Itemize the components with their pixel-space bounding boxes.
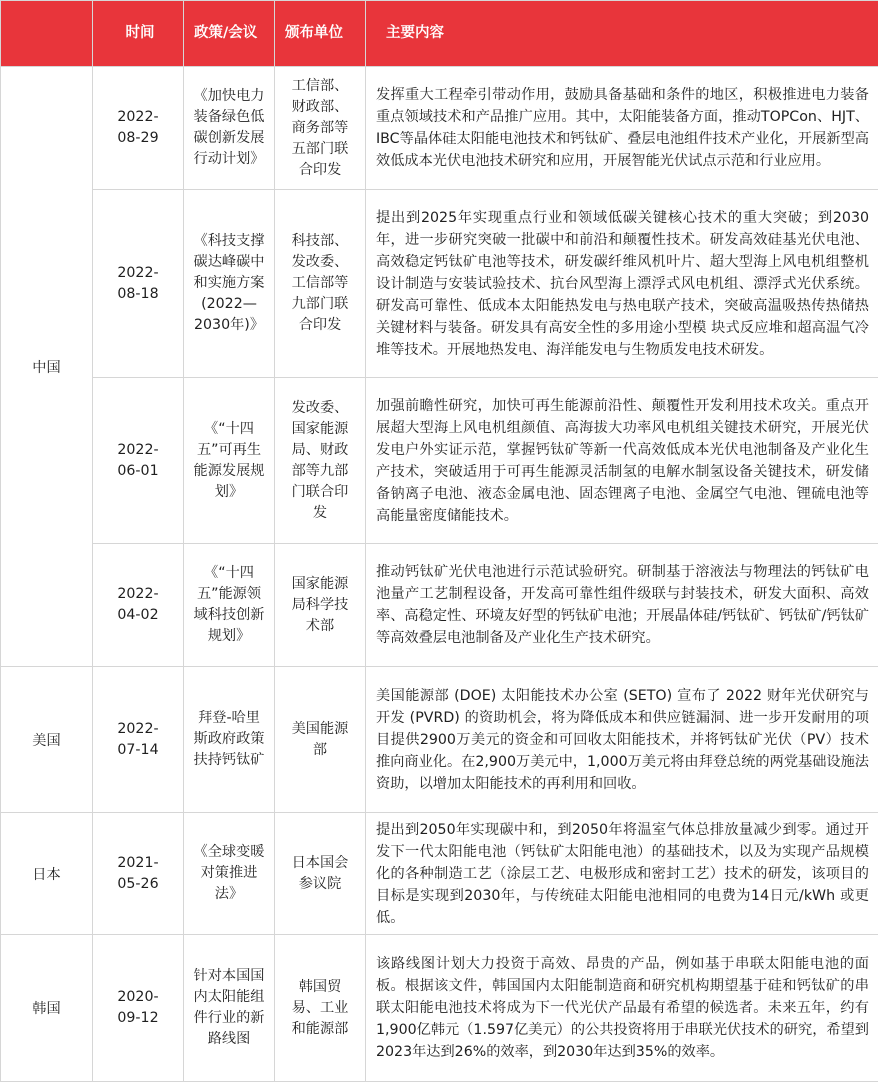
table-row <box>1 667 878 813</box>
country-cell: 美国 <box>1 667 93 813</box>
content-cell: 加强前瞻性研究，加快可再生能源前沿性、颠覆性开发利用技术攻关。重点开展超大型海上风电机组颜值、高海拔大功率风电机组关键技术研究，开展光伏发电户外实证示范，掌握钙钛矿等新一代高效低成本光伏电池制备及产业化生产技术，突破适用于可再生能源灵活制氢的电解水制氢设备关键技术，研发储备钠离子电池、液态金属电池、固态锂离子电池、金属空气电池、锂硫电池等高能量密度储能技术。 <box>366 378 878 544</box>
content-cell: 提出到2025年实现重点行业和领域低碳关键核心技术的重大突破；到2030年，进一步研究突破一批碳中和前沿和颠覆性技术。研发高效硅基光伏电池、高效稳定钙钛矿电池等技术，研发碳纤维风机叶片、超大型海上风电机组整机设计制造与安装试验技术、抗台风型海上漂浮式风电机组、漂浮式光伏系统。研发高可靠性、低成本太阳能热发电与热电联产技术，突破高温吸热传热储热关键材料与装备。研发具有高安全性的多用途小型模 块式反应堆和超高温气冷堆等技术。开展地热发电、海洋能发电与生物质发电技术研发。 <box>366 190 878 378</box>
policy-cell: 《“十四五”可再生能源发展规划》 <box>184 378 275 544</box>
policy-cell: 拜登-哈里斯政府政策扶持钙钛矿 <box>184 667 275 813</box>
content-cell: 推动钙钛矿光伏电池进行示范试验研究。研制基于溶液法与物理法的钙钛矿电池量产工艺制程设备，开发高可靠性组件级联与封装技术，研发大面积、高效率、高稳定性、环境友好型的钙钛矿电池；开展晶体硅/钙钛矿、钙钛矿/钙钛矿等高效叠层电池制备及产业化生产技术研究。 <box>366 544 878 667</box>
table-row <box>1 190 878 378</box>
header-country <box>1 1 93 67</box>
date-cell: 2022-04-02 <box>93 544 184 667</box>
policy-cell: 《科技支撑碳达峰碳中和实施方案(2022—2030年)》 <box>184 190 275 378</box>
date-cell: 2022-06-01 <box>93 378 184 544</box>
issuer-cell: 韩国贸易、工业和能源部 <box>275 935 366 1082</box>
issuer-cell: 发改委、国家能源局、财政部等九部门联合印发 <box>275 378 366 544</box>
issuer-cell: 国家能源局科学技术部 <box>275 544 366 667</box>
country-cell: 韩国 <box>1 935 93 1082</box>
header-date: 时间 <box>93 1 184 67</box>
table-row <box>1 935 878 1082</box>
table-row <box>1 544 878 667</box>
issuer-cell: 工信部、财政部、商务部等五部门联合印发 <box>275 67 366 190</box>
issuer-cell: 美国能源部 <box>275 667 366 813</box>
policy-cell: 《“十四五”能源领域科技创新规划》 <box>184 544 275 667</box>
date-cell: 2020-09-12 <box>93 935 184 1082</box>
header-issuer: 颁布单位 <box>275 1 366 67</box>
country-cell: 中国 <box>1 67 93 667</box>
header-content: 主要内容 <box>366 1 878 67</box>
content-cell: 提出到2050年实现碳中和，到2050年将温室气体总排放量减少到零。通过开发下一代太阳能电池（钙钛矿太阳能电池）的基础技术，以及为实现产品规模化的各种制造工艺（涂层工艺、电极形成和密封工艺）技术的研发，该项目的目标是实现到2030年，与传统硅太阳能电池相同的电费为14日元/kWh 或更低。 <box>366 813 878 935</box>
country-cell: 日本 <box>1 813 93 935</box>
header-row <box>1 1 878 67</box>
issuer-cell: 科技部、发改委、工信部等九部门联合印发 <box>275 190 366 378</box>
table-row <box>1 378 878 544</box>
table-row <box>1 67 878 190</box>
content-cell: 发挥重大工程牵引带动作用，鼓励具备基础和条件的地区，积极推进电力装备重点领域技术和产品推广应用。其中，太阳能装备方面，推动TOPCon、HJT、IBC等晶体硅太阳能电池技术和钙钛矿、叠层电池组件技术产业化，开展新型高效低成本光伏电池技术研究和应用，开展智能光伏试点示范和行业应用。 <box>366 67 878 190</box>
date-cell: 2022-08-18 <box>93 190 184 378</box>
content-cell: 美国能源部 (DOE) 太阳能技术办公室 (SETO) 宣布了 2022 财年光伏研究与开发 (PVRD) 的资助机会，将为降低成本和供应链漏洞、进一步开发耐用的项目提供2900万美元的资金和可回收太阳能技术，并将钙钛矿光伏（PV）技术推向商业化。在2,900万美元中，1,000万美元将由拜登总统的两党基础设施法资助，以增加太阳能技术的再利用和回收。 <box>366 667 878 813</box>
date-cell: 2021-05-26 <box>93 813 184 935</box>
policy-cell: 《加快电力装备绿色低碳创新发展行动计划》 <box>184 67 275 190</box>
table-row <box>1 813 878 935</box>
policy-cell: 《全球变暖对策推进法》 <box>184 813 275 935</box>
date-cell: 2022-07-14 <box>93 667 184 813</box>
issuer-cell: 日本国会参议院 <box>275 813 366 935</box>
policy-cell: 针对本国国内太阳能组件行业的新路线图 <box>184 935 275 1082</box>
date-cell: 2022-08-29 <box>93 67 184 190</box>
header-policy: 政策/会议 <box>184 1 275 67</box>
content-cell: 该路线图计划大力投资于高效、昂贵的产品，例如基于串联太阳能电池的面板。根据该文件，韩国国内太阳能制造商和研究机构期望基于硅和钙钛矿的串联太阳能电池技术将成为下一代光伏产品最有希望的候选者。未来五年，约有1,900亿韩元（1.597亿美元）的公共投资将用于串联光伏技术的研究，希望到2023年达到26%的效率，到2030年达到35%的效率。 <box>366 935 878 1082</box>
